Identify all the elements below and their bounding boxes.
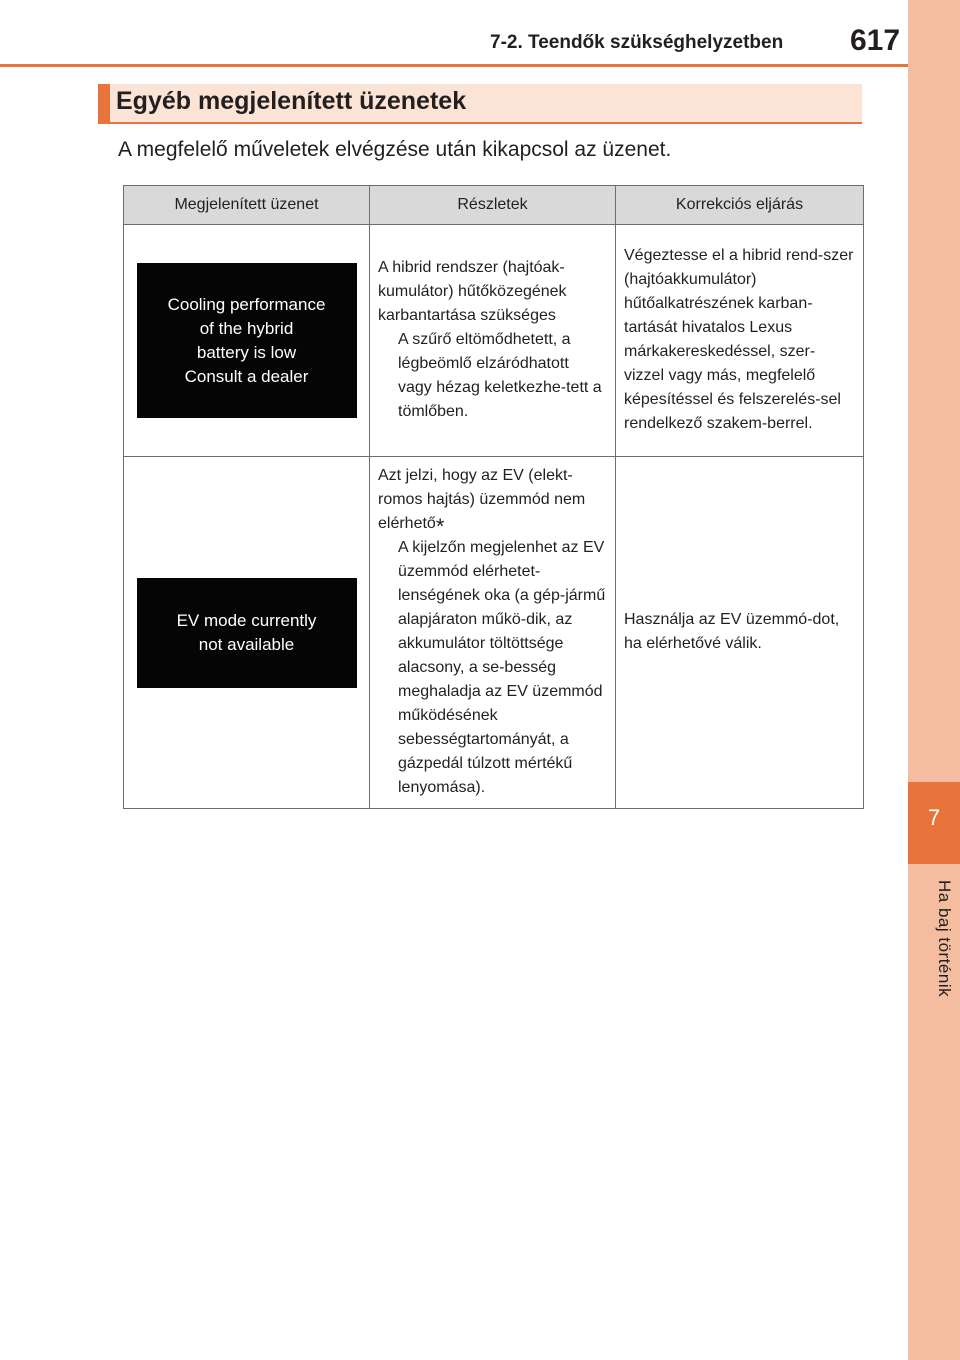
column-header: Megjelenített üzenet [124,186,370,225]
table-row [124,457,864,809]
display-message-cell [124,225,370,457]
column-header: Részletek [370,186,616,225]
correction-cell [616,225,864,457]
correction-cell [616,457,864,809]
detail-title: A hibrid rendszer (hajtóak-kumulátor) hűtőközegének karbantartása szükséges [378,258,567,324]
correction-text: Végeztesse el a hibrid rend-szer (hajtóakkumulátor) hűtőalkatrészének karban-tartását hivatalos Lexus márkakereskedéssel, szer-vizzel vagy más, megfelelő képesítéssel és felszerelés-sel rendelkező szakem-berrel. [624,246,854,432]
details-cell [370,457,616,809]
correction-text: Használja az EV üzemmó-dot, ha elérhetővé válik. [624,610,840,652]
detail-title [378,464,607,539]
detail-body: A szűrő eltömődhetett, a légbeömlő elzáródhatott vagy hézag keletkezhe-tett a tömlőben. [398,330,602,420]
message-table [123,185,864,809]
table-header-row [124,186,864,225]
display-screen-image [137,263,357,418]
display-message: Cooling performance of the hybrid battery is low Consult a dealer [167,295,326,386]
chapter-number: 7 [908,782,960,864]
side-tab [908,0,960,1360]
display-message-cell [124,457,370,809]
column-header: Korrekciós eljárás [616,186,864,225]
footnote-mark: * [435,513,445,539]
display-screen-image [137,578,357,688]
details-cell [370,225,616,457]
intro-text: A megfelelő műveletek elvégzése után kikapcsol az üzenet. [118,138,672,161]
page-number: 617 [850,24,901,57]
display-message: EV mode currently not available [176,610,317,654]
section-label: 7-2. Teendők szükséghelyzetben [490,32,784,53]
detail-body: A kijelzőn megjelenhet az EV üzemmód elérhetet-lenségének oka (a gép-jármű alapjáraton műkö-dik, az akkumulátor töltöttsége alacsony, a se-besség meghaladja az EV üzemmód működésének sebességtartományát, a gázpedál túlzott mértékű lenyomása). [398,538,606,796]
table-row [124,225,864,457]
header-rule [0,64,908,67]
chapter-title: Ha baj történik [935,880,954,998]
detail-title-text: Azt jelzi, hogy az EV (elekt-romos hajtás) üzemmód nem elérhető [378,466,586,532]
section-heading: Egyéb megjelenített üzenetek [116,87,467,115]
